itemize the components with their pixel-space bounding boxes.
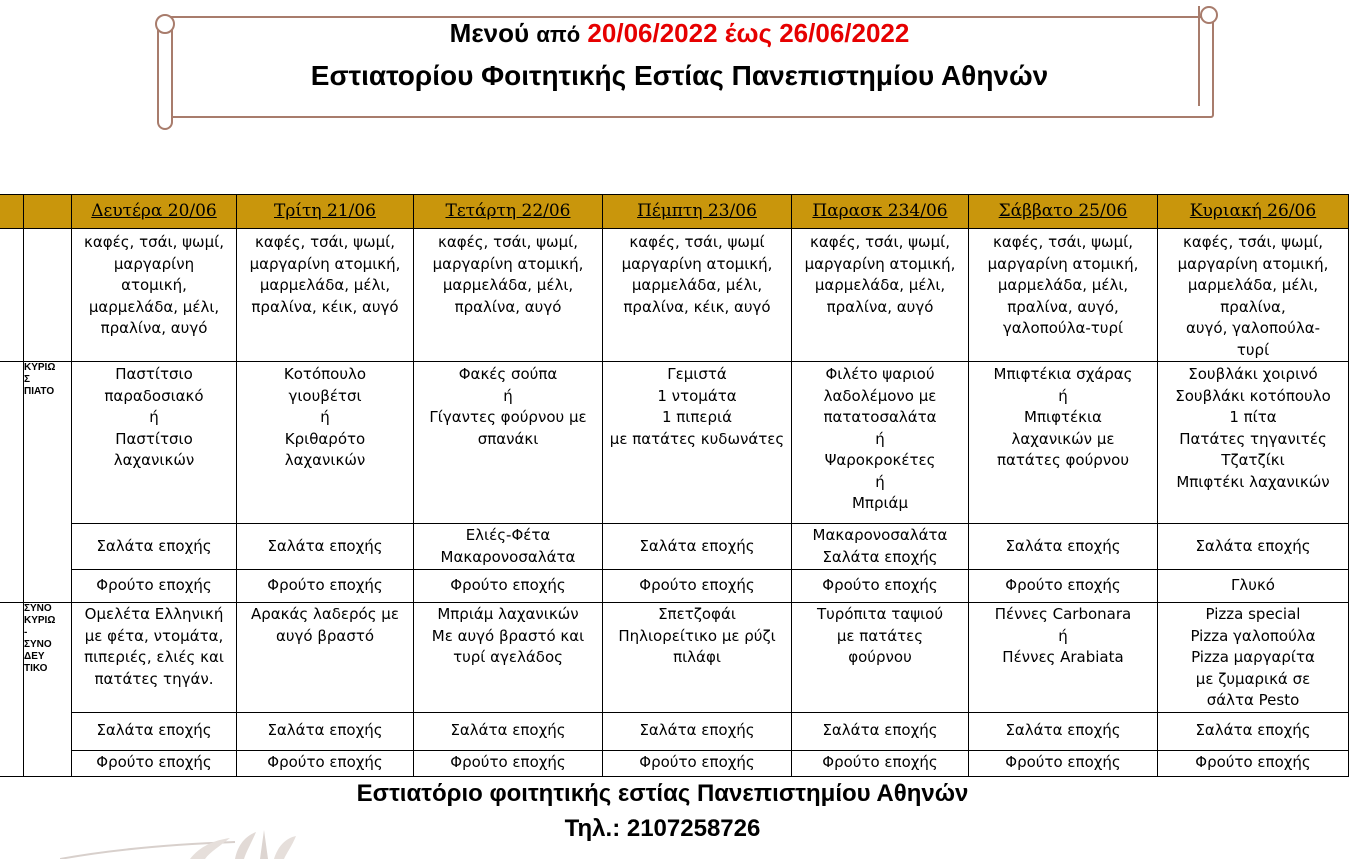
dinner-dessert-cell: Φρούτο εποχής <box>237 750 414 776</box>
lunch-main-cell <box>72 362 237 524</box>
menu-line: Πέννες Carbonara <box>994 605 1132 623</box>
dinner-main-cell <box>603 603 792 713</box>
menu-line: ΚΥΡΙΩ <box>24 615 56 626</box>
dinner-main-cell <box>72 603 237 713</box>
menu-line: Τζατζίκι <box>1221 451 1285 469</box>
menu-line: με ζυμαρικά σε <box>1195 669 1311 688</box>
menu-line: ή <box>503 386 513 405</box>
menu-line: - <box>24 627 28 638</box>
dinner-main-cell <box>792 603 969 713</box>
breakfast-cell <box>72 229 237 362</box>
header-blank-cell <box>24 195 72 229</box>
dinner-dessert-cell: Φρούτο εποχής <box>969 750 1158 776</box>
lunch-main-cell <box>1158 362 1349 524</box>
lunch-salad-cell <box>237 524 414 570</box>
menu-line: ΤΙΚΟ <box>24 663 48 674</box>
menu-line: Παστίτσιο <box>115 365 193 383</box>
menu-line: καφές, τσάι, ψωμί, <box>1183 233 1323 251</box>
day-header: Σάββατο 25/06 <box>998 200 1128 221</box>
lunch-salad-cell <box>969 524 1158 570</box>
dinner-label-cell <box>24 603 72 777</box>
lunch-dessert-cell: Γλυκό <box>1158 570 1349 603</box>
menu-line: μαργαρίνη ατομική, <box>249 254 401 273</box>
date-range: 20/06/2022 έως 26/06/2022 <box>587 18 910 48</box>
lunch-dessert-cell: Φρούτο εποχής <box>72 570 237 603</box>
menu-line: αυγό, γαλοπούλα- <box>1185 319 1321 337</box>
menu-line: Μακαρονοσαλάτα <box>440 547 576 566</box>
decorative-ornament-icon <box>60 826 320 859</box>
menu-line: πραλίνα, κέικ, αυγό <box>623 297 771 316</box>
menu-line: 1 ντομάτα <box>657 386 737 405</box>
lunch-main-cell <box>792 362 969 524</box>
weekly-menu-table <box>0 194 1349 777</box>
menu-line: μαρμελάδα, μέλι, <box>814 276 946 294</box>
menu-line: Τυρόπιτα ταψιού <box>816 605 944 623</box>
menu-line: Παστίτσιο <box>115 429 193 448</box>
dinner-main-cell <box>414 603 603 713</box>
lunch-dessert-cell: Φρούτο εποχής <box>969 570 1158 603</box>
lunch-main-row <box>0 362 1349 524</box>
menu-line: Σαλάτα εποχής <box>96 536 212 555</box>
breakfast-label-cell <box>24 229 72 362</box>
breakfast-row <box>0 229 1349 362</box>
menu-line: μαρμελάδα, μέλι, <box>997 276 1129 294</box>
menu-line: μαρμελάδα, μέλι, <box>259 276 391 294</box>
dinner-salad-cell: Σαλάτα εποχής <box>969 712 1158 750</box>
day-header-cell <box>603 195 792 229</box>
menu-line: Ομελέτα Ελληνική <box>84 605 224 623</box>
menu-line: μαρμελάδα, μέλι, <box>88 297 220 316</box>
menu-line: πραλίνα, αυγό <box>826 297 934 316</box>
breakfast-cell <box>792 229 969 362</box>
menu-line: μαρμελάδα, μέλι, <box>631 276 763 294</box>
day-header: Τετάρτη 22/06 <box>445 200 571 221</box>
menu-line: αυγό βραστό <box>275 626 375 645</box>
dinner-salad-cell: Σαλάτα εποχής <box>603 712 792 750</box>
menu-line: ή <box>149 408 159 426</box>
dinner-dessert-cell: Φρούτο εποχής <box>792 750 969 776</box>
menu-line: σάλτα Pesto <box>1206 691 1300 709</box>
menu-line: λαχανικών <box>284 451 366 469</box>
lunch-salad-cell <box>72 524 237 570</box>
menu-line: μαργαρίνη ατομική, <box>1177 254 1329 273</box>
menu-title <box>0 16 1359 52</box>
row-blank-cell <box>0 362 24 603</box>
lunch-main-cell <box>603 362 792 524</box>
dinner-salad-cell: Σαλάτα εποχής <box>1158 712 1349 750</box>
menu-line: μαρμελάδα, μέλι, <box>442 276 574 294</box>
menu-line: μαργαρίνη <box>113 254 195 273</box>
menu-line: Σαλάτα εποχής <box>822 547 938 566</box>
menu-line: Σπετζοφάι <box>658 605 736 623</box>
lunch-main-cell <box>237 362 414 524</box>
menu-line: πιλάφι <box>673 648 721 666</box>
menu-line: μαργαρίνη ατομική, <box>621 254 773 273</box>
menu-line: ΣΥΝΟ <box>24 603 52 614</box>
lunch-salad-row <box>0 524 1349 570</box>
menu-line: ή <box>875 429 885 448</box>
lunch-label-cell <box>24 362 72 603</box>
menu-line: πατάτες τηγάν. <box>94 669 214 688</box>
dinner-salad-cell: Σαλάτα εποχής <box>792 712 969 750</box>
menu-line: σπανάκι <box>477 429 539 448</box>
menu-line: με πατάτες κυδωνάτες <box>609 429 785 448</box>
day-header-cell <box>237 195 414 229</box>
restaurant-subtitle: Εστιατορίου Φοιτητικής Εστίας Πανεπιστημίου Αθηνών <box>310 60 1049 91</box>
lunch-dessert-cell: Φρούτο εποχής <box>237 570 414 603</box>
dinner-dessert-cell: Φρούτο εποχής <box>603 750 792 776</box>
breakfast-cell <box>1158 229 1349 362</box>
lunch-salad-cell <box>603 524 792 570</box>
menu-line: λαχανικών με <box>1011 429 1115 448</box>
menu-line: γαλοπούλα-τυρί <box>1002 319 1124 337</box>
menu-line: μαργαρίνη ατομική, <box>804 254 956 273</box>
dinner-salad-cell: Σαλάτα εποχής <box>237 712 414 750</box>
day-header: Δευτέρα 20/06 <box>91 200 217 221</box>
menu-line: Σαλάτα εποχής <box>1195 536 1311 555</box>
menu-line: Ελιές-Φέτα <box>465 526 551 544</box>
menu-line: Μπριάμ λαχανικών <box>437 605 579 623</box>
lunch-dessert-row <box>0 570 1349 603</box>
menu-line: ή <box>1058 626 1068 645</box>
menu-line: ατομική, <box>121 276 187 294</box>
lunch-dessert-cell: Φρούτο εποχής <box>603 570 792 603</box>
menu-line: Φακές σούπα <box>458 365 558 383</box>
day-header-cell <box>792 195 969 229</box>
day-header: Κυριακή 26/06 <box>1189 200 1317 221</box>
menu-line: μαργαρίνη ατομική, <box>432 254 584 273</box>
breakfast-cell <box>969 229 1158 362</box>
dinner-main-cell <box>1158 603 1349 713</box>
dinner-dessert-cell: Φρούτο εποχής <box>1158 750 1349 776</box>
header-blank-cell <box>0 195 24 229</box>
menu-line: Σαλάτα εποχής <box>267 536 383 555</box>
day-header: Παρασκ 234/06 <box>812 200 948 221</box>
menu-line: πραλίνα, αυγό <box>454 297 562 316</box>
menu-line: ή <box>320 408 330 426</box>
menu-line: Μπιφτέκια σχάρας <box>993 365 1133 383</box>
menu-line: πατάτες φούρνου <box>996 451 1130 469</box>
day-header: Τρίτη 21/06 <box>274 200 376 221</box>
menu-line: πραλίνα, κέικ, αυγό <box>251 297 399 316</box>
dinner-salad-row <box>0 712 1349 750</box>
menu-line: Σαλάτα εποχής <box>1005 536 1121 555</box>
menu-line: πιπεριές, ελιές και <box>84 648 224 666</box>
menu-line: μαρμελάδα, μέλι, <box>1187 276 1319 294</box>
menu-line: με πατάτες <box>836 626 924 645</box>
from-word: από <box>536 22 581 47</box>
days-header-row <box>0 195 1349 229</box>
day-header-cell <box>72 195 237 229</box>
menu-line: Πηλιορείτικο με ρύζι <box>618 626 776 645</box>
menu-line: Ψαροκροκέτες <box>824 451 936 469</box>
menu-line: μαργαρίνη ατομική, <box>987 254 1139 273</box>
menu-line: Μπιφτέκι λαχανικών <box>1176 472 1330 491</box>
lunch-salad-cell <box>1158 524 1349 570</box>
lunch-dessert-cell: Φρούτο εποχής <box>414 570 603 603</box>
menu-line: Γίγαντες φούρνου με <box>429 408 587 426</box>
lunch-main-cell <box>969 362 1158 524</box>
menu-line: Μπριάμ <box>851 494 908 512</box>
menu-line: 1 πίτα <box>1229 408 1277 426</box>
menu-line: Σαλάτα εποχής <box>639 536 755 555</box>
menu-line: πραλίνα, αυγό, <box>1007 297 1119 316</box>
row-blank-cell <box>0 229 24 362</box>
menu-line: Κοτόπουλο <box>283 365 367 383</box>
dinner-dessert-cell: Φρούτο εποχής <box>72 750 237 776</box>
lunch-salad-cell <box>792 524 969 570</box>
menu-line: λαδολέμονο με <box>823 386 937 405</box>
dinner-dessert-cell: Φρούτο εποχής <box>414 750 603 776</box>
menu-line: παραδοσιακό <box>104 386 204 405</box>
menu-line: Μπιφτέκια <box>1024 408 1102 426</box>
footer-phone: Τηλ.: 2107258726 <box>564 815 761 842</box>
menu-line: ή <box>875 472 885 491</box>
menu-line: Με αυγό βραστό και <box>431 626 585 645</box>
lunch-dessert-cell: Φρούτο εποχής <box>792 570 969 603</box>
menu-line: καφές, τσάι, ψωμί, <box>255 233 395 251</box>
menu-line: γιουβέτσι <box>288 386 362 405</box>
dinner-salad-cell: Σαλάτα εποχής <box>72 712 237 750</box>
lunch-main-cell <box>414 362 603 524</box>
dinner-main-cell <box>969 603 1158 713</box>
menu-line: 1 πιπεριά <box>661 408 733 426</box>
menu-line: τυρί <box>1236 340 1270 359</box>
menu-line: Pizza γαλοπούλα <box>1190 626 1316 645</box>
footer-restaurant-name: Εστιατόριο φοιτητικής εστίας Πανεπιστημίου Αθηνών <box>356 780 969 807</box>
breakfast-cell <box>414 229 603 362</box>
dinner-main-cell <box>237 603 414 713</box>
menu-line: Φιλέτο ψαριού <box>825 365 935 383</box>
menu-line: Γεμιστά <box>667 365 727 383</box>
menu-line: ΔΕΥ <box>24 651 45 662</box>
menu-line: Πατάτες τηγανιτές <box>1179 429 1327 448</box>
menu-line: Σουβλάκι χοιρινό <box>1188 365 1318 383</box>
menu-line: καφές, τσάι, ψωμί, <box>810 233 950 251</box>
menu-line: με φέτα, ντομάτα, <box>84 626 224 645</box>
dinner-dessert-row <box>0 750 1349 776</box>
menu-line: Κριθαρότο <box>284 429 366 448</box>
menu-line: Πέννες Arabiata <box>1002 648 1124 666</box>
day-header-cell <box>969 195 1158 229</box>
menu-line: Αρακάς λαδερός με <box>251 605 399 623</box>
row-blank-cell <box>0 603 24 777</box>
menu-line: Μακαρονοσαλάτα <box>812 526 948 544</box>
menu-line: Pizza special <box>1205 605 1301 623</box>
menu-line: τυρί αγελάδος <box>453 648 563 666</box>
menu-line: καφές, τσάι, ψωμί <box>629 233 765 251</box>
menu-line: ΠΙΑΤΟ <box>24 386 55 397</box>
menu-word: Μενού <box>449 18 530 48</box>
menu-line: καφές, τσάι, ψωμί, <box>84 233 224 251</box>
day-header-cell <box>414 195 603 229</box>
menu-line: καφές, τσάι, ψωμί, <box>993 233 1133 251</box>
menu-line: καφές, τσάι, ψωμί, <box>438 233 578 251</box>
dinner-main-row <box>0 603 1349 713</box>
menu-line: Σ <box>24 374 31 385</box>
breakfast-cell <box>603 229 792 362</box>
menu-line: Σουβλάκι κοτόπουλο <box>1175 386 1331 405</box>
menu-line: φούρνου <box>848 648 912 666</box>
breakfast-cell <box>237 229 414 362</box>
menu-line: πατατοσαλάτα <box>823 408 937 426</box>
day-header-cell <box>1158 195 1349 229</box>
day-header: Πέμπτη 23/06 <box>637 200 757 221</box>
lunch-salad-cell <box>414 524 603 570</box>
menu-line: ΣΥΝΟ <box>24 639 52 650</box>
menu-line: Pizza μαργαρίτα <box>1191 648 1315 666</box>
menu-line: ΚΥΡΙΩ <box>24 362 56 373</box>
dinner-salad-cell: Σαλάτα εποχής <box>414 712 603 750</box>
menu-line: πραλίνα, <box>1220 297 1286 316</box>
menu-line: πραλίνα, αυγό <box>100 319 208 337</box>
menu-line: ή <box>1058 386 1068 405</box>
menu-line: λαχανικών <box>113 451 195 469</box>
